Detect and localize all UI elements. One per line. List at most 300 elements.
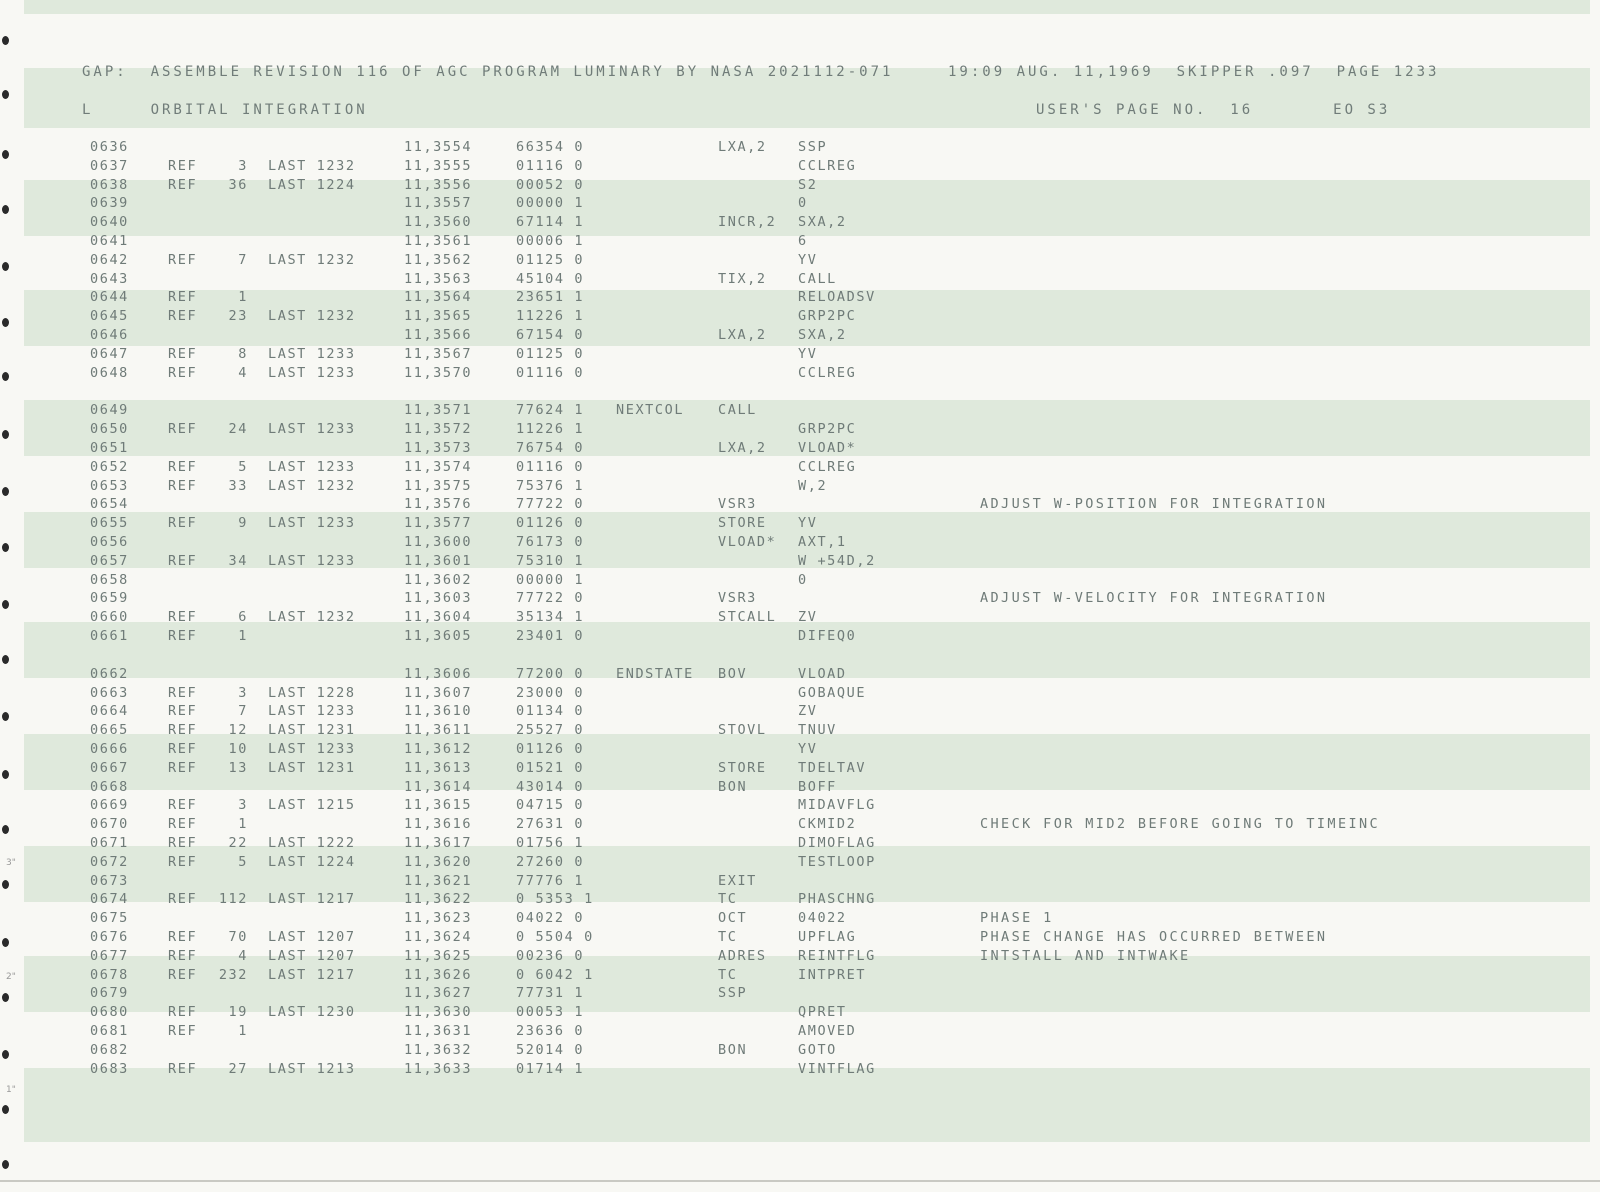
address: 11,3601 [404,552,473,569]
line-number: 0669 [90,797,129,814]
address: 11,3571 [404,402,473,419]
octal-word: 45104 0 [516,270,585,287]
paper-edge [0,1180,1600,1182]
octal-word: 01134 0 [516,703,585,720]
address: 11,3632 [404,1041,473,1058]
ruler-mark: 3" [6,858,16,868]
operand: UPFLAG [798,929,857,945]
operand: DIMOFLAG [798,835,876,851]
line-number: 0652 [90,458,129,475]
opcode: VLOAD* [718,534,777,550]
ref-count: 1 [238,628,248,644]
octal-word: 23401 0 [516,628,585,644]
octal-word: 23000 0 [516,684,585,701]
line-number: 0663 [90,684,129,701]
line-number: 0647 [90,345,129,362]
operand: CKMID2 [798,816,857,833]
line-number: 0643 [90,270,129,287]
address: 11,3562 [404,251,473,268]
comment: CHECK FOR MID2 BEFORE GOING TO TIMEINC [980,816,1381,833]
line-number: 0658 [90,571,129,588]
last-page: LAST 1232 [268,157,356,174]
ref-marker: REF [168,853,198,870]
address: 11,3604 [404,609,473,626]
opcode: VSR3 [718,590,757,607]
address: 11,3617 [404,835,473,851]
feed-hole [2,825,9,834]
operand: GOTO [798,1041,837,1058]
last-page: LAST 1232 [268,477,356,494]
ref-count: 19 [228,1004,248,1021]
line-number: 0676 [90,929,129,945]
last-page: LAST 1224 [268,176,356,193]
label: NEXTCOL [616,402,685,419]
last-page: LAST 1233 [268,515,356,532]
opcode: LXA,2 [718,327,767,343]
line-number: 0680 [90,1004,129,1021]
opcode: STCALL [718,609,777,626]
ref-marker: REF [168,552,198,569]
feed-hole [2,600,9,609]
ref-marker: REF [168,1023,198,1039]
feed-hole [2,880,9,889]
address: 11,3620 [404,853,473,870]
last-page: LAST 1230 [268,1004,356,1021]
ref-count: 7 [238,703,248,720]
address: 11,3627 [404,985,473,1002]
section-title: L ORBITAL INTEGRATION [82,102,368,118]
comment: PHASE 1 [980,910,1054,927]
line-number: 0637 [90,157,129,174]
octal-word: 00053 1 [516,1004,585,1021]
address: 11,3574 [404,458,473,475]
feed-hole [2,938,9,947]
ref-count: 13 [228,759,248,776]
tractor-feed-holes [0,0,14,1192]
line-number: 0648 [90,364,129,381]
address: 11,3626 [404,966,473,983]
address: 11,3622 [404,891,473,908]
ref-count: 22 [228,835,248,851]
octal-word: 01125 0 [516,251,585,268]
ref-count: 112 [218,891,248,908]
operand: RELOADSV [798,289,876,306]
ref-count: 1 [238,816,248,833]
operand: CCLREG [798,458,857,475]
operand: SXA,2 [798,327,847,343]
octal-word: 67154 0 [516,327,585,343]
octal-word: 00052 0 [516,176,585,193]
line-number: 0660 [90,609,129,626]
operand: VLOAD [798,665,847,682]
line-number: 0654 [90,496,129,513]
ref-marker: REF [168,835,198,851]
address: 11,3631 [404,1023,473,1039]
opcode: STORE [718,515,767,532]
line-number: 0659 [90,590,129,607]
octal-word: 66354 0 [516,139,585,155]
opcode: TC [718,966,738,983]
green-band [24,0,1590,14]
ref-marker: REF [168,929,198,945]
operand: W,2 [798,477,828,494]
last-page: LAST 1217 [268,891,356,908]
octal-word: 04715 0 [516,797,585,814]
feed-hole [2,318,9,327]
ref-marker: REF [168,797,198,814]
ref-marker: REF [168,308,198,325]
feed-hole [2,1105,9,1114]
line-number: 0673 [90,872,129,889]
line-number: 0656 [90,534,129,550]
ref-marker: REF [168,703,198,720]
feed-hole [2,150,9,159]
line-number: 0670 [90,816,129,833]
octal-word: 01521 0 [516,759,585,776]
ref-marker: REF [168,684,198,701]
ref-marker: REF [168,421,198,438]
operand: VINTFLAG [798,1060,876,1077]
ref-count: 5 [238,853,248,870]
address: 11,3603 [404,590,473,607]
comment: ADJUST W-POSITION FOR INTEGRATION [980,496,1328,513]
ref-count: 36 [228,176,248,193]
line-number: 0645 [90,308,129,325]
line-number: 0672 [90,853,129,870]
line-number: 0665 [90,722,129,739]
octal-word: 75376 1 [516,477,585,494]
comment: PHASE CHANGE HAS OCCURRED BETWEEN [980,929,1328,945]
octal-word: 01116 0 [516,157,585,174]
ref-count: 9 [238,515,248,532]
address: 11,3565 [404,308,473,325]
octal-word: 23636 0 [516,1023,585,1039]
ref-marker: REF [168,477,198,494]
feed-hole [2,993,9,1002]
last-page: LAST 1231 [268,722,356,739]
octal-word: 01125 0 [516,345,585,362]
ref-count: 10 [228,741,248,757]
operand: 0 [798,571,808,588]
octal-word: 77200 0 [516,665,585,682]
opcode: VSR3 [718,496,757,513]
operand: ZV [798,703,818,720]
ref-marker: REF [168,741,198,757]
operand: REINTFLG [798,947,876,964]
operand: YV [798,741,818,757]
ref-marker: REF [168,345,198,362]
ref-marker: REF [168,289,198,306]
address: 11,3633 [404,1060,473,1077]
feed-hole [2,262,9,271]
operand: MIDAVFLG [798,797,876,814]
address: 11,3621 [404,872,473,889]
operand: W +54D,2 [798,552,876,569]
operand: AMOVED [798,1023,857,1039]
address: 11,3563 [404,270,473,287]
octal-word: 00006 1 [516,233,585,249]
last-page: LAST 1213 [268,1060,356,1077]
ref-count: 4 [238,364,248,381]
ref-count: 8 [238,345,248,362]
last-page: LAST 1233 [268,741,356,757]
line-number: 0668 [90,778,129,795]
last-page: LAST 1207 [268,947,356,964]
ruler-mark: 2" [6,972,16,982]
address: 11,3566 [404,327,473,343]
last-page: LAST 1232 [268,308,356,325]
address: 11,3630 [404,1004,473,1021]
feed-hole [2,770,9,779]
last-page: LAST 1232 [268,251,356,268]
octal-word: 77624 1 [516,402,585,419]
last-page: LAST 1231 [268,759,356,776]
line-number: 0642 [90,251,129,268]
ref-count: 27 [228,1060,248,1077]
operand: SXA,2 [798,214,847,231]
operand: SSP [798,139,828,155]
line-number: 0666 [90,741,129,757]
operand: YV [798,251,818,268]
line-number: 0650 [90,421,129,438]
octal-word: 01126 0 [516,515,585,532]
address: 11,3567 [404,345,473,362]
operand: ZV [798,609,818,626]
octal-word: 01116 0 [516,458,585,475]
octal-word: 35134 1 [516,609,585,626]
feed-hole [2,1160,9,1169]
line-number: 0679 [90,985,129,1002]
feed-hole [2,712,9,721]
feed-hole [2,372,9,381]
last-page: LAST 1207 [268,929,356,945]
address: 11,3624 [404,929,473,945]
address: 11,3611 [404,722,473,739]
operand: TNUV [798,722,837,739]
octal-word: 00000 1 [516,195,585,212]
address: 11,3614 [404,778,473,795]
last-page: LAST 1233 [268,552,356,569]
line-number: 0636 [90,139,129,155]
line-number: 0683 [90,1060,129,1077]
last-page: LAST 1233 [268,345,356,362]
last-page: LAST 1222 [268,835,356,851]
octal-word: 01714 1 [516,1060,585,1077]
ref-count: 24 [228,421,248,438]
opcode: LXA,2 [718,139,767,155]
operand: 0 [798,195,808,212]
comment: INTSTALL AND INTWAKE [980,947,1191,964]
address: 11,3605 [404,628,473,644]
address: 11,3557 [404,195,473,212]
octal-word: 27631 0 [516,816,585,833]
ref-marker: REF [168,759,198,776]
address: 11,3556 [404,176,473,193]
octal-word: 77722 0 [516,496,585,513]
octal-word: 52014 0 [516,1041,585,1058]
address: 11,3625 [404,947,473,964]
octal-word: 01126 0 [516,741,585,757]
octal-word: 01756 1 [516,835,585,851]
operand: PHASCHNG [798,891,876,908]
ref-count: 6 [238,609,248,626]
address: 11,3612 [404,741,473,757]
opcode: STORE [718,759,767,776]
address: 11,3607 [404,684,473,701]
feed-hole [2,1050,9,1059]
ref-count: 5 [238,458,248,475]
address: 11,3616 [404,816,473,833]
line-number: 0678 [90,966,129,983]
octal-word: 11226 1 [516,421,585,438]
octal-word: 77731 1 [516,985,585,1002]
feed-hole [2,36,9,45]
green-band [24,1068,1590,1142]
last-page: LAST 1233 [268,421,356,438]
ref-count: 33 [228,477,248,494]
last-page: LAST 1233 [268,364,356,381]
opcode: TIX,2 [718,270,767,287]
octal-word: 04022 0 [516,910,585,927]
line-number: 0639 [90,195,129,212]
line-number: 0682 [90,1041,129,1058]
last-page: LAST 1233 [268,458,356,475]
ref-count: 7 [238,251,248,268]
operand: BOFF [798,778,837,795]
address: 11,3572 [404,421,473,438]
line-number: 0638 [90,176,129,193]
ref-marker: REF [168,251,198,268]
opcode: TC [718,891,738,908]
feed-hole [2,543,9,552]
address: 11,3564 [404,289,473,306]
ref-marker: REF [168,722,198,739]
ref-marker: REF [168,157,198,174]
line-number: 0661 [90,628,129,644]
operand: VLOAD* [798,440,857,456]
address: 11,3623 [404,910,473,927]
last-page: LAST 1228 [268,684,356,701]
operand: YV [798,345,818,362]
ref-marker: REF [168,1004,198,1021]
opcode: OCT [718,910,748,927]
label: ENDSTATE [616,665,694,682]
operand: CCLREG [798,157,857,174]
ref-marker: REF [168,891,198,908]
operand: AXT,1 [798,534,847,550]
ref-count: 3 [238,157,248,174]
line-number: 0641 [90,233,129,249]
ref-count: 23 [228,308,248,325]
ref-marker: REF [168,609,198,626]
operand: GRP2PC [798,421,857,438]
operand: TDELTAV [798,759,867,776]
line-number: 0681 [90,1023,129,1039]
address: 11,3600 [404,534,473,550]
octal-word: 01116 0 [516,364,585,381]
line-number: 0644 [90,289,129,306]
last-page: LAST 1232 [268,609,356,626]
octal-word: 43014 0 [516,778,585,795]
address: 11,3560 [404,214,473,231]
address: 11,3577 [404,515,473,532]
line-number: 0675 [90,910,129,927]
ref-count: 12 [228,722,248,739]
ref-count: 3 [238,684,248,701]
operand: 04022 [798,910,847,927]
octal-word: 0 5353 1 [516,891,594,908]
operand: YV [798,515,818,532]
line-number: 0662 [90,665,129,682]
opcode: BOV [718,665,748,682]
feed-hole [2,487,9,496]
operand: CALL [798,270,837,287]
operand: GRP2PC [798,308,857,325]
octal-word: 0 5504 0 [516,929,594,945]
line-number: 0674 [90,891,129,908]
octal-word: 11226 1 [516,308,585,325]
address: 11,3555 [404,157,473,174]
user-page-number: USER'S PAGE NO. 16 EO S3 [1036,102,1391,118]
line-number: 0667 [90,759,129,776]
line-number: 0664 [90,703,129,720]
operand: DIFEQ0 [798,628,857,644]
ref-count: 232 [218,966,248,983]
ref-marker: REF [168,966,198,983]
ref-count: 70 [228,929,248,945]
octal-word: 25527 0 [516,722,585,739]
opcode: LXA,2 [718,440,767,456]
operand: TESTLOOP [798,853,876,870]
octal-word: 27260 0 [516,853,585,870]
octal-word: 00236 0 [516,947,585,964]
octal-word: 76754 0 [516,440,585,456]
opcode: TC [718,929,738,945]
operand: S2 [798,176,818,193]
octal-word: 00000 1 [516,571,585,588]
ref-marker: REF [168,515,198,532]
opcode: BON [718,1041,748,1058]
octal-word: 77776 1 [516,872,585,889]
address: 11,3602 [404,571,473,588]
opcode: STOVL [718,722,767,739]
ref-count: 4 [238,947,248,964]
opcode: EXIT [718,872,757,889]
address: 11,3576 [404,496,473,513]
operand: QPRET [798,1004,847,1021]
octal-word: 76173 0 [516,534,585,550]
octal-word: 67114 1 [516,214,585,231]
line-number: 0640 [90,214,129,231]
ref-count: 34 [228,552,248,569]
header-timestamp: 19:09 AUG. 11,1969 SKIPPER .097 PAGE 1233 [948,64,1440,80]
opcode: ADRES [718,947,767,964]
ruler-mark: 1" [6,1085,16,1095]
opcode: BON [718,778,748,795]
address: 11,3610 [404,703,473,720]
ref-marker: REF [168,628,198,644]
ref-marker: REF [168,176,198,193]
address: 11,3575 [404,477,473,494]
line-number: 0657 [90,552,129,569]
ref-marker: REF [168,816,198,833]
last-page: LAST 1215 [268,797,356,814]
ref-marker: REF [168,364,198,381]
octal-word: 75310 1 [516,552,585,569]
address: 11,3573 [404,440,473,456]
last-page: LAST 1217 [268,966,356,983]
last-page: LAST 1233 [268,703,356,720]
